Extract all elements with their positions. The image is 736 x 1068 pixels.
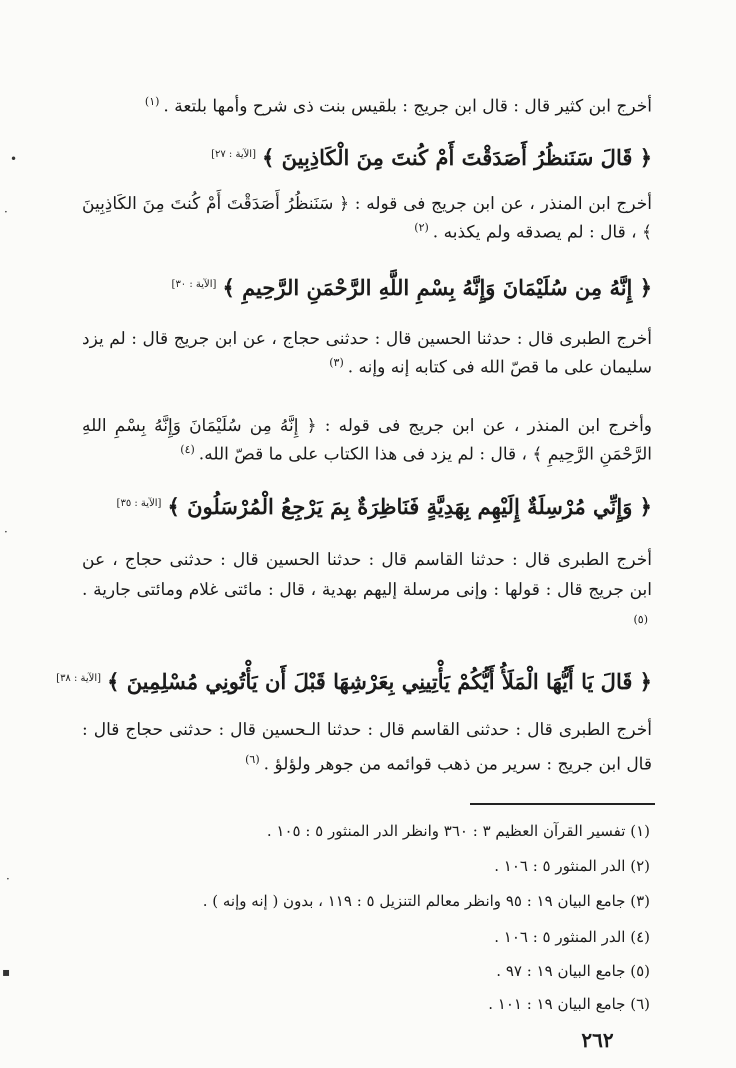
footnote: (٤) الدر المنثور ٥ : ١٠٦ . (494, 928, 650, 946)
scan-speck: • (10, 152, 18, 166)
verse-text: ﴿ قَالَ يَا أَيُّهَا الْمَلَأُ أَيُّكُمْ يَأْتِينِي بِعَرْشِهَا قَبْلَ أَن يَأْتُونِي مُسْلِمِينَ ﴾ (107, 669, 652, 694)
paragraph (82, 715, 652, 780)
scan-speck: · (4, 205, 8, 219)
verse-text: ﴿ وَإِنِّي مُرْسِلَةٌ إِلَيْهِم بِهَدِيَّةٍ فَنَاظِرَةٌ بِمَ يَرْجِعُ الْمُرْسَلُونَ ﴾ (167, 494, 652, 519)
verse-reference: [الآية : ٣٥] (116, 498, 162, 509)
verse-text: ﴿ قَالَ سَنَنظُرُ أَصَدَقْتَ أَمْ كُنتَ مِنَ الْكَاذِبِينَ ﴾ (262, 145, 652, 170)
verse-reference: [الآية : ٢٧] (211, 149, 256, 160)
footnote: (٢) الدر المنثور ٥ : ١٠٦ . (494, 857, 650, 875)
quran-verse (211, 138, 652, 175)
verse-reference: [الآية : ٣٠] (171, 279, 217, 290)
quran-verse (117, 487, 652, 524)
footnote-marker: (٣) (329, 356, 344, 369)
paragraph-text: أخرج الطبرى قال : حدثنا الحسين قال : حدثنى حجاج ، عن ابن جريج قال : لم يزد سليمان على ما قصّ الله فى كتابه إنه وإنه . (82, 329, 652, 378)
paragraph (92, 90, 652, 119)
footnote: (٦) جامع البيان ١٩ : ١٠١ . (488, 995, 650, 1013)
footnote: (١) تفسير القرآن العظيم ٣ : ٣٦٠ وانظر الدر المنثور ٥ : ١٠٥ . (266, 822, 650, 840)
footnote-marker: (٥) (633, 613, 648, 626)
footnote-marker: (٢) (414, 221, 429, 234)
footnote-marker: (١) (144, 95, 160, 108)
footnote-marker: (٦) (245, 753, 260, 766)
paragraph (82, 192, 652, 245)
verse-reference: [الآية : ٣٨] (56, 673, 102, 684)
quran-verse (172, 268, 652, 305)
footnote: (٣) جامع البيان ١٩ : ٩٥ وانظر معالم التنزيل ٥ : ١١٩ ، بدون ( إنه وإنه ) . (202, 892, 650, 910)
scan-speck: ▪ (2, 965, 11, 979)
paragraph-text: أخرج الطبرى قال : حدثنى القاسم قال : حدثنا الـحسين قال : حدثنى حجاج قال : قال ابن جريج : سرير من ذهب قوائمه من جوهر ولؤلؤ . (82, 720, 652, 775)
paragraph-text: أخرج الطبرى قال : حدثنا القاسم قال : حدثنا الحسين قال : حدثنى حجاج ، عن ابن جريج قال : قولها : وإنى مرسلة إليهم بهدية ، قال : مائتى غلام ومائتى جارية . (82, 550, 652, 600)
paragraph (82, 545, 652, 640)
scan-speck: · (6, 872, 10, 886)
footnote-divider (470, 803, 655, 805)
page-number: ٢٦٢ (581, 1028, 614, 1052)
paragraph (82, 327, 652, 380)
quran-verse (56, 662, 652, 699)
paragraph-text: وأخرج ابن المنذر ، عن ابن جريج فى قوله : ﴿ إِنَّهُ مِن سُلَيْمَانَ وَإِنَّهُ بِسْمِ اللهِ الرَّحْمَنِ الرَّحِيمِ ﴾ ، قال : لم يزد فى هذا الكتاب على ما قصّ الله. (82, 416, 652, 465)
paragraph-text: أخرج ابن كثير قال : قال ابن جريج : بلقيس بنت ذى شرح وأمها بلتعة . (163, 96, 652, 117)
footnote-marker: (٤) (180, 443, 195, 456)
verse-text: ﴿ إِنَّهُ مِن سُلَيْمَانَ وَإِنَّهُ بِسْمِ اللَّهِ الرَّحْمَنِ الرَّحِيمِ ﴾ (222, 275, 652, 300)
paragraph-text: أخرج ابن المنذر ، عن ابن جريج فى قوله : ﴿ سَنَنظُرُ أَصَدَقْتَ أَمْ كُنتَ مِنَ الكَاذِبِينَ ﴾ ، قال : لم يصدقه ولم يكذبه . (82, 194, 652, 243)
scan-speck: · (4, 525, 8, 539)
paragraph (82, 414, 652, 467)
footnote: (٥) جامع البيان ١٩ : ٩٧ . (496, 962, 650, 980)
